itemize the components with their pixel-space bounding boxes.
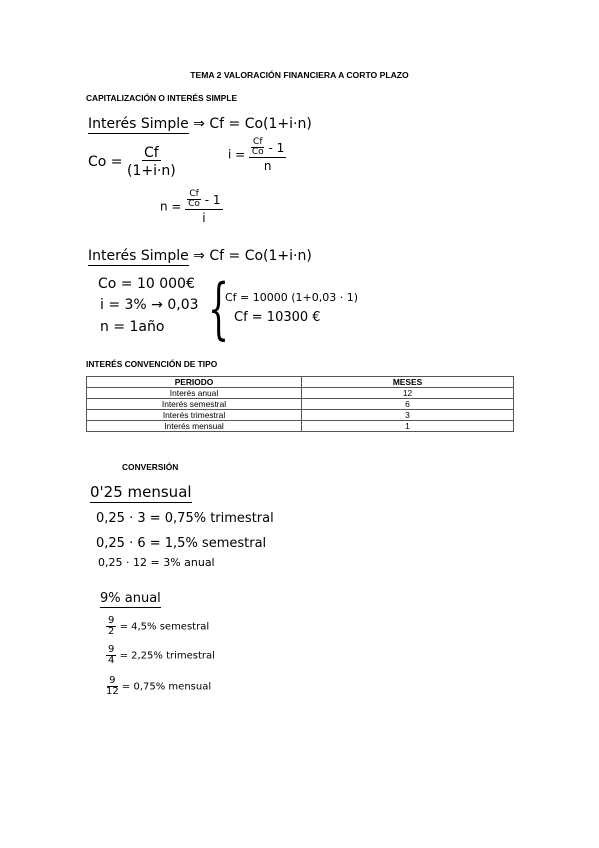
interes-simple-label: Interés Simple (88, 116, 189, 132)
example-co: Co = 10 000€ (98, 276, 195, 292)
n-lhs: n = (160, 199, 182, 214)
interes-simple-label-2: Interés Simple (88, 248, 189, 264)
i-denominator: n (263, 159, 272, 173)
table-row (87, 399, 514, 410)
table-cell: Interés anual (87, 388, 302, 399)
i-numerator (249, 138, 286, 158)
i-lhs: i = (228, 147, 246, 162)
n-formula (160, 190, 223, 224)
header-periodo: PERIODO (87, 377, 302, 388)
anual-item-2-fraction (106, 645, 116, 666)
implies-arrow: ⇒ (193, 116, 205, 132)
n-numerator (185, 190, 222, 210)
anual-title (100, 592, 161, 605)
mensual-line-1: 0,25 · 3 = 0,75% trimestral (96, 511, 274, 526)
table-cell: Interés semestral (87, 399, 302, 410)
table-cell: 1 (302, 421, 514, 432)
mensual-line-2: 0,25 · 6 = 1,5% semestral (96, 536, 267, 551)
capital-final-formula-2: Cf = Co(1+i·n) (209, 248, 312, 264)
example-i: i = 3% → 0,03 (100, 297, 199, 313)
n-denominator: i (202, 211, 206, 225)
co-lhs: Co = (88, 154, 123, 170)
periodo-meses-table (86, 376, 514, 432)
i-formula (228, 138, 286, 172)
table-cell: 3 (302, 410, 514, 421)
mensual-title-text: 0'25 mensual (90, 483, 192, 501)
formula-header-1 (88, 117, 312, 131)
fraction-denominator: 12 (106, 686, 119, 697)
formula-header-2 (88, 249, 312, 263)
table-row (87, 421, 514, 432)
i-fraction (249, 138, 286, 172)
fraction-numerator: 9 (108, 644, 115, 655)
curly-brace: { (208, 270, 229, 347)
anual-item-2-text: = 2,25% trimestral (119, 650, 215, 662)
table-row (87, 410, 514, 421)
mensual-line-3: 0,25 · 12 = 3% anual (98, 556, 215, 569)
example-cf-calc: Cf = 10000 (1+0,03 · 1) (225, 291, 359, 304)
anual-item-1 (106, 616, 209, 637)
table-row (87, 388, 514, 399)
capital-final-formula: Cf = Co(1+i·n) (209, 116, 312, 132)
n-numerator-co: Co (188, 199, 200, 209)
header-meses: MESES (302, 377, 514, 388)
section-heading-capitalizacion: CAPITALIZACIÓN O INTERÉS SIMPLE (86, 93, 238, 103)
co-numerator: Cf (144, 145, 159, 161)
n-numerator-cf: Cf (189, 189, 199, 199)
anual-item-1-text: = 4,5% semestral (119, 621, 210, 633)
implies-arrow-2: ⇒ (193, 248, 205, 264)
section-heading-conversion: CONVERSIÓN (122, 462, 179, 472)
mensual-title (90, 485, 192, 500)
fraction-denominator: 4 (108, 655, 115, 666)
table-header-row (87, 377, 514, 388)
anual-item-3 (106, 676, 211, 697)
anual-item-1-fraction (106, 616, 116, 637)
fraction-numerator: 9 (109, 675, 116, 686)
anual-item-3-text: = 0,75% mensual (121, 681, 212, 693)
table-cell: 6 (302, 399, 514, 410)
i-numerator-co: Co (251, 147, 264, 157)
fraction-denominator: 2 (108, 626, 115, 637)
anual-title-text: 9% anual (100, 591, 161, 606)
document-title: TEMA 2 VALORACIÓN FINANCIERA A CORTO PLAZO (190, 70, 409, 80)
table-cell: 12 (302, 388, 514, 399)
example-cf-result: Cf = 10300 € (234, 310, 321, 325)
anual-item-2 (106, 645, 215, 666)
table-cell: Interés trimestral (87, 410, 302, 421)
co-formula (88, 146, 176, 178)
i-numerator-cf: Cf (253, 137, 263, 147)
i-minus-one: - 1 (268, 140, 285, 155)
section-heading-convencion: INTERÉS CONVENCIÓN DE TIPO (86, 359, 218, 369)
table-cell: Interés mensual (87, 421, 302, 432)
n-minus-one: - 1 (204, 192, 221, 207)
example-n: n = 1año (100, 319, 165, 335)
co-fraction (127, 146, 176, 178)
co-denominator: (1+i·n) (126, 163, 176, 179)
anual-item-3-fraction (106, 676, 119, 697)
n-fraction (185, 190, 222, 224)
fraction-numerator: 9 (108, 615, 115, 626)
